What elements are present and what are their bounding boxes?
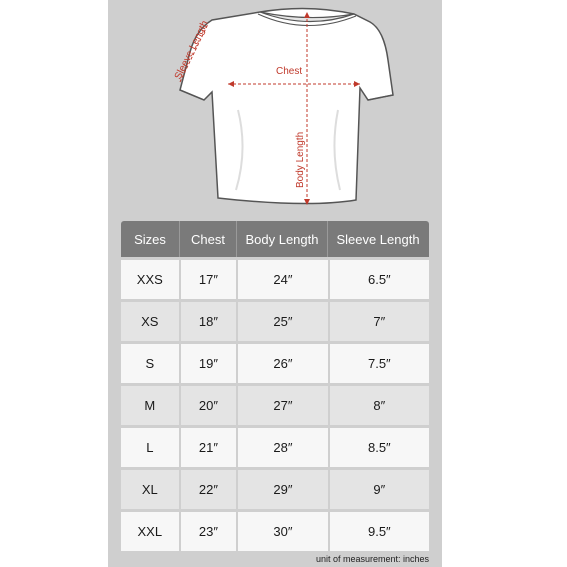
sleeve-length-label: Sleeve Length <box>172 19 211 82</box>
table-row <box>121 386 429 425</box>
sleeve-length-cell: 9.5″ <box>330 512 429 551</box>
chest-cell: 22″ <box>181 470 237 509</box>
size-cell: L <box>121 428 179 467</box>
table-row <box>121 428 429 467</box>
chest-cell: 20″ <box>181 386 237 425</box>
sleeve-length-cell: 8.5″ <box>330 428 429 467</box>
body-length-cell: 26″ <box>238 344 327 383</box>
body-length-cell: 29″ <box>238 470 327 509</box>
sleeve-length-cell: 9″ <box>330 470 429 509</box>
body-length-cell: 28″ <box>238 428 327 467</box>
size-cell: XXS <box>121 260 179 299</box>
sleeve-length-cell: 7.5″ <box>330 344 429 383</box>
sleeve-length-cell: 8″ <box>330 386 429 425</box>
chest-cell: 18″ <box>181 302 237 341</box>
chest-label: Chest <box>276 66 303 77</box>
size-cell: XS <box>121 302 179 341</box>
table-header <box>121 221 429 257</box>
size-cell: S <box>121 344 179 383</box>
chest-cell: 19″ <box>181 344 237 383</box>
header-sizes: Sizes <box>121 221 180 257</box>
body-length-label: Body Length <box>295 131 306 188</box>
table-row <box>121 512 429 551</box>
table-row <box>121 260 429 299</box>
chest-cell: 21″ <box>181 428 237 467</box>
tshirt-diagram <box>108 0 442 215</box>
size-cell: XL <box>121 470 179 509</box>
chest-cell: 17″ <box>181 260 237 299</box>
header-body-length: Body Length <box>237 221 328 257</box>
body-length-cell: 25″ <box>238 302 327 341</box>
body-length-cell: 30″ <box>238 512 327 551</box>
table-row <box>121 344 429 383</box>
tshirt-icon <box>108 0 442 215</box>
table-row <box>121 302 429 341</box>
size-table <box>121 221 429 551</box>
sleeve-length-cell: 7″ <box>330 302 429 341</box>
header-chest: Chest <box>180 221 237 257</box>
size-cell: XXL <box>121 512 179 551</box>
tshirt-outline <box>180 8 393 203</box>
sleeve-length-cell: 6.5″ <box>330 260 429 299</box>
unit-footnote: unit of measurement: inches <box>315 554 429 564</box>
chest-cell: 23″ <box>181 512 237 551</box>
size-cell: M <box>121 386 179 425</box>
body-length-cell: 24″ <box>238 260 327 299</box>
header-sleeve-length: Sleeve Length <box>336 231 420 247</box>
body-length-cell: 27″ <box>238 386 327 425</box>
table-row <box>121 470 429 509</box>
